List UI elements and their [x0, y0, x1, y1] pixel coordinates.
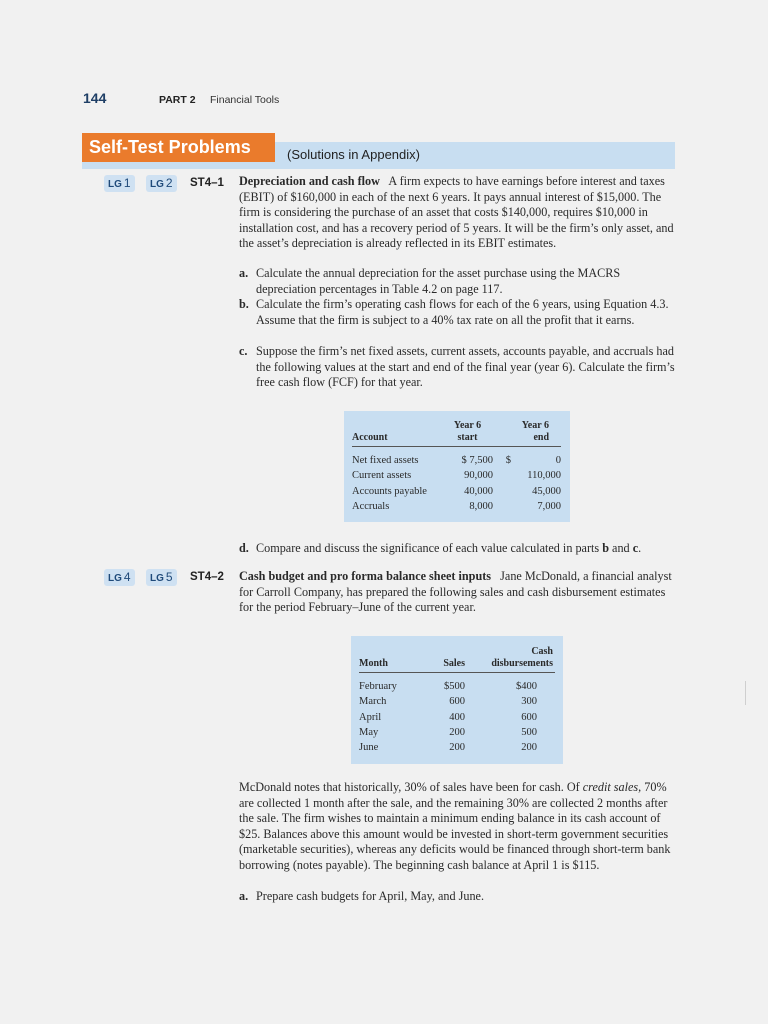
sales-disbursement-table	[351, 636, 563, 764]
column-header: Year 6 start	[442, 420, 493, 447]
problem-id: ST4–1	[190, 177, 224, 189]
table-row: Current assets 90,000 110,000	[352, 470, 561, 482]
learning-goal-badge: LG 4	[104, 569, 135, 586]
scrollbar-indicator[interactable]	[745, 681, 746, 705]
problem-part: d. Compare and discuss the significance of each value calculated in parts b and c.	[239, 541, 642, 555]
problem-part: a. Prepare cash budgets for April, May, and June.	[239, 889, 485, 903]
problem-title: Depreciation and cash flow	[239, 174, 380, 188]
problem-statement	[239, 174, 675, 252]
learning-goal-badge: LG 1	[104, 175, 135, 192]
table-row: March 600 300	[359, 696, 537, 708]
column-header: Account	[352, 420, 442, 447]
problem-title: Cash budget and pro forma balance sheet inputs	[239, 569, 492, 583]
problem-part: a. Calculate the annual depreciation for the asset purchase using the MACRS depreciation percentages in Table 4.2 on page 117.	[239, 266, 621, 296]
problem-statement	[239, 569, 675, 616]
column-header: Sales	[421, 646, 465, 673]
page-number: 144	[83, 90, 107, 106]
problem-body: Jane McDonald, a financial analyst for Carroll Company, has prepared the following sales and cash disbursement estimates for the period February–June of the current year.	[239, 569, 672, 614]
problem-body-continued: McDonald notes that historically, 30% of sales have been for cash. Of credit sales, 70% are collected 1 month after the sale, and the remaining 30% are collected 2 months after the sale. The firm wishes to maintain a minimum ending balance in its cash account of $25. Balances above this amount would be invested in short-term government securities (marketable securities), whereas any deficits would be financed through short-term bank borrowing (notes payable). The beginning cash balance at April 1 is $115.	[239, 780, 671, 872]
section-subtitle: (Solutions in Appendix)	[287, 147, 420, 162]
problem-id: ST4–2	[190, 571, 224, 583]
part-title: Financial Tools	[210, 94, 280, 106]
table-row: Accruals 8,000 7,000	[352, 500, 561, 512]
problem-part: b. Calculate the firm’s operating cash flows for each of the 6 years, using Equation 4.3. Assume that the firm is subject to a 40% tax rate on all the profit that it earns.	[239, 297, 669, 327]
part-label: PART 2	[159, 94, 196, 106]
problem-body: A firm expects to have earnings before interest and taxes (EBIT) of $160,000 in each of the next 6 years. It pays annual interest of $15,000. The firm is considering the purchase of an asset that costs $140,000, requires $10,000 in installation cost, and has a recovery period of 5 years. It will be the firm’s only asset, and the asset’s depreciation is already reflected in its EBIT estimates.	[239, 174, 674, 250]
learning-goal-badge: LG 5	[146, 569, 177, 586]
table-row: April 400 600	[359, 711, 537, 723]
problem-part: c. Suppose the firm’s net fixed assets, current assets, accounts payable, and accruals had the following values at the start and end of the final year (year 6). Calculate the firm’s free cash flow (FCF) for that year.	[239, 344, 675, 389]
table-row: February $500 $400	[359, 681, 537, 692]
table-row: June 200 200	[359, 742, 537, 754]
column-header: Cash disbursements	[465, 646, 555, 673]
learning-goal-badge: LG 2	[146, 175, 177, 192]
section-title: Self-Test Problems	[82, 133, 275, 162]
table-row: Net fixed assets $ 7,500 $ 0	[352, 455, 561, 466]
account-table	[344, 411, 570, 522]
table-row: May 200 500	[359, 726, 537, 738]
column-header: Year 6 end	[493, 420, 561, 447]
table-row: Accounts payable 40,000 45,000	[352, 485, 561, 497]
column-header: Month	[359, 646, 421, 673]
